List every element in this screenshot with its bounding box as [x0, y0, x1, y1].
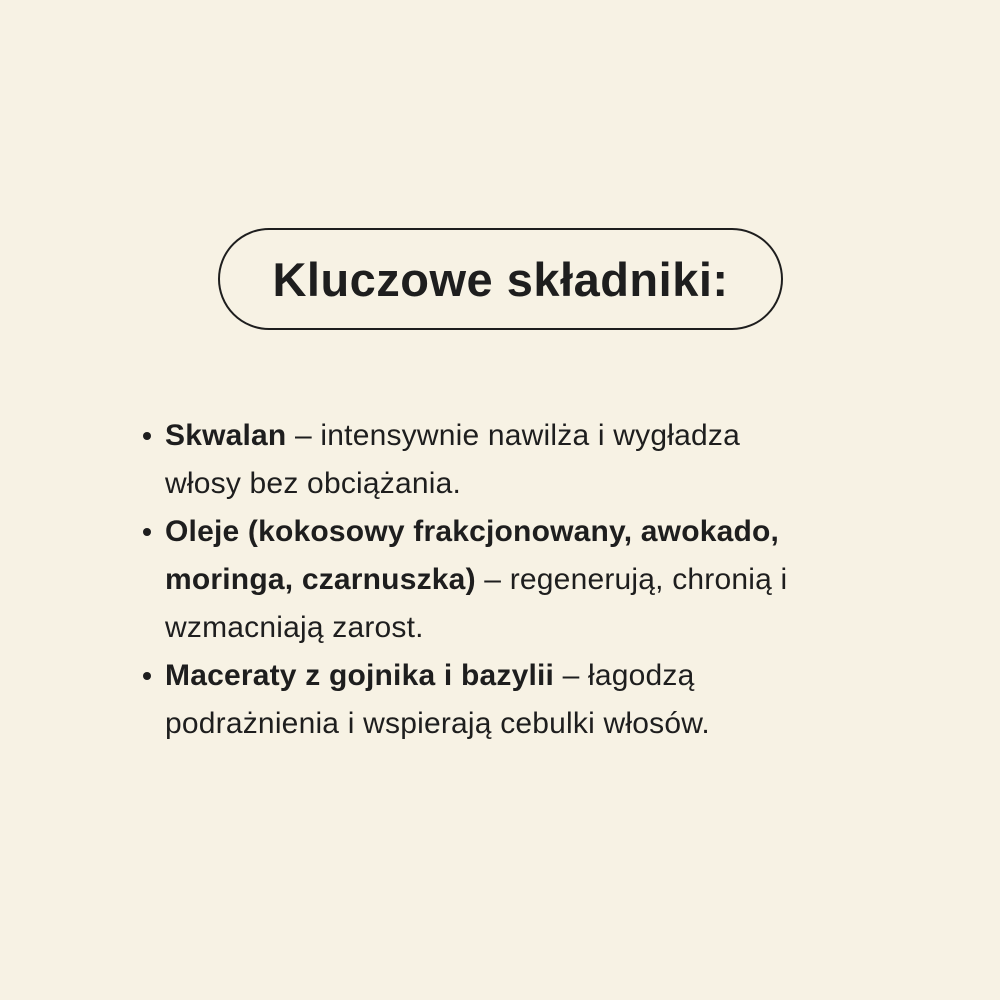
- bullet-icon: [143, 528, 151, 536]
- ingredient-description: – regenerują, chronią i wzmacniają zarost.: [165, 563, 788, 644]
- bullet-icon: [143, 432, 151, 440]
- ingredients-list: [143, 412, 791, 748]
- list-item: [143, 652, 791, 748]
- list-item: [143, 412, 791, 508]
- ingredient-description: – intensywnie nawilża i wygładza włosy bez obciążania.: [165, 419, 740, 500]
- list-item: [143, 508, 791, 652]
- ingredient-name: Skwalan: [165, 419, 287, 452]
- ingredient-text: [165, 508, 790, 652]
- bullet-icon: [143, 672, 151, 680]
- ingredient-description: – łagodzą podrażnienia i wspierają cebulki włosów.: [165, 659, 710, 740]
- ingredient-text: [165, 652, 790, 748]
- ingredient-name: Maceraty z gojnika i bazylii: [165, 659, 555, 692]
- page-title: Kluczowe składniki:: [272, 252, 729, 306]
- ingredient-name: Oleje (kokosowy frakcjonowany, awokado, moringa, czarnuszka): [165, 515, 780, 596]
- heading-pill: [218, 228, 783, 330]
- ingredient-text: [165, 412, 790, 508]
